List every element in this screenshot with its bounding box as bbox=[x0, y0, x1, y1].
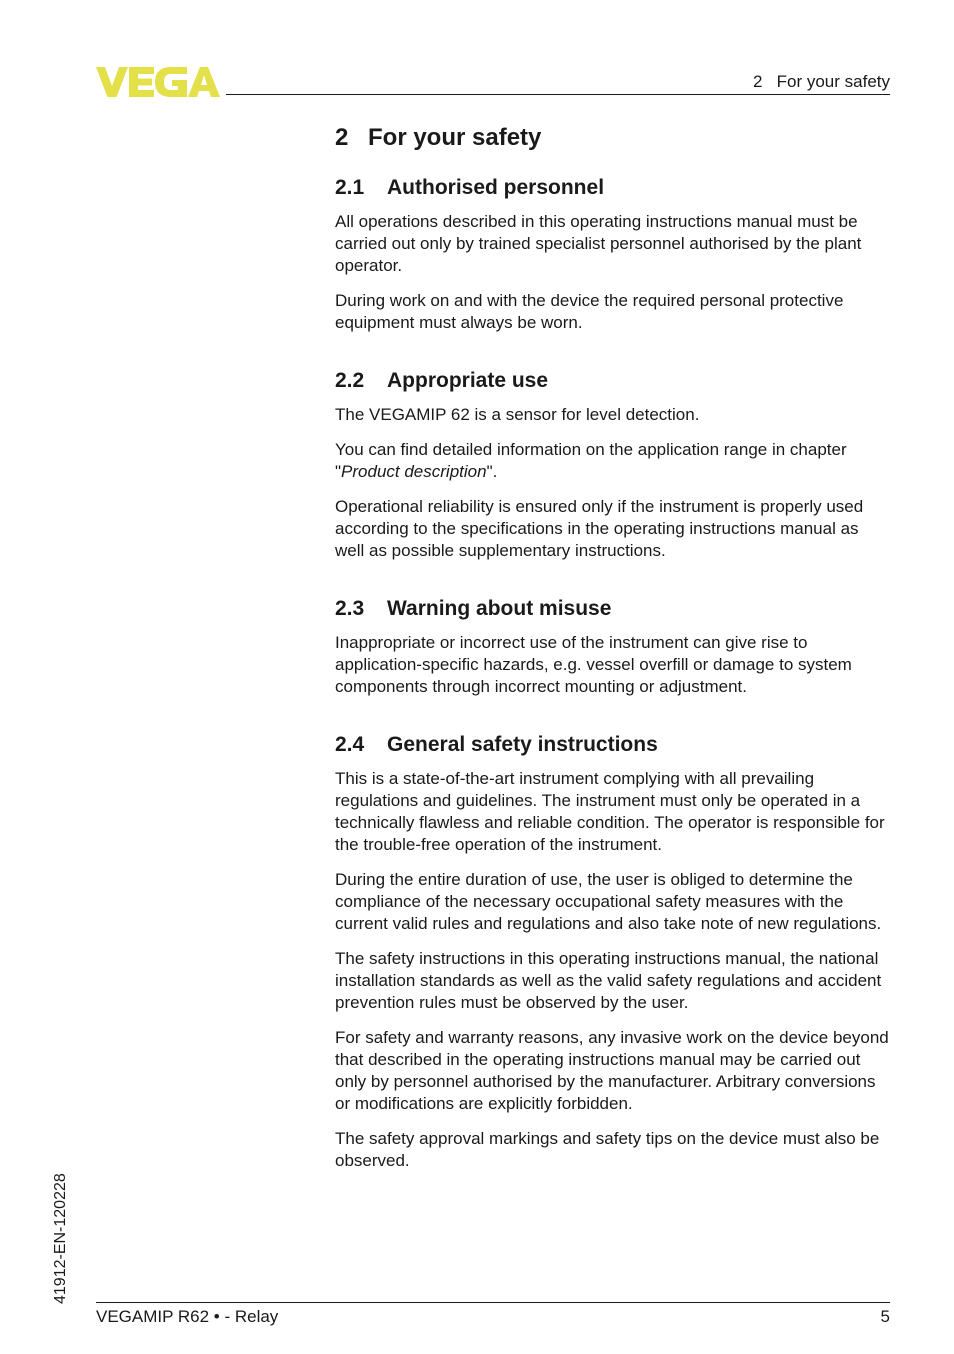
page-number: 5 bbox=[880, 1307, 890, 1326]
chapter-number: 2 bbox=[335, 124, 349, 151]
vega-logo bbox=[96, 66, 220, 98]
section-heading-2-3 bbox=[335, 595, 891, 623]
paragraph-text: You can find detailed information on the application range in chapter " bbox=[335, 440, 847, 481]
section-title: Warning about misuse bbox=[387, 597, 612, 620]
paragraph bbox=[335, 439, 891, 483]
section-number: 2.2 bbox=[335, 369, 365, 392]
section-title: General safety instructions bbox=[387, 733, 658, 756]
chapter-reference: Product description bbox=[341, 462, 487, 481]
document-code: 41912-EN-120228 bbox=[52, 1173, 69, 1304]
paragraph: Inappropriate or incorrect use of the instrument can give rise to application-specific hazards, e.g. vessel overfill or damage to system components through incorrect mounting or adjustment. bbox=[335, 633, 852, 696]
section-number: 2.1 bbox=[335, 176, 365, 199]
paragraph: All operations described in this operating instructions manual must be carried out only by trained specialist personnel authorised by the plant operator. bbox=[335, 212, 862, 275]
paragraph: During work on and with the device the required personal protective equipment must always be worn. bbox=[335, 291, 844, 332]
chapter-title: For your safety bbox=[368, 124, 542, 151]
paragraph: The safety instructions in this operating instructions manual, the national installation standards as well as the valid safety regulations and accident prevention rules must be observed by the user. bbox=[335, 949, 882, 1012]
paragraph: The safety approval markings and safety tips on the device must also be observed. bbox=[335, 1129, 880, 1170]
page-content bbox=[335, 122, 891, 1172]
footer-rule bbox=[96, 1302, 890, 1303]
header-rule bbox=[226, 94, 890, 95]
section-title: Appropriate use bbox=[387, 369, 549, 392]
chapter-heading bbox=[335, 122, 891, 154]
vega-logo-icon bbox=[96, 66, 220, 98]
section-heading-2-2 bbox=[335, 367, 891, 395]
paragraph: During the entire duration of use, the user is obliged to determine the compliance of the necessary occupational safety measures with the current valid rules and regulations and also take note of new regulations. bbox=[335, 870, 882, 933]
paragraph-text: ". bbox=[486, 462, 498, 481]
paragraph: For safety and warranty reasons, any invasive work on the device beyond that described in the operating instructions manual may be carried out only by personnel authorised by the manufacturer. Arbitrary conversions or modifications are explicitly forbidden. bbox=[335, 1028, 889, 1113]
paragraph: Operational reliability is ensured only if the instrument is properly used according to the specifications in the operating instructions manual as well as possible supplementary instructions. bbox=[335, 497, 864, 560]
section-title: Authorised personnel bbox=[387, 176, 605, 199]
section-number: 2.3 bbox=[335, 597, 365, 620]
paragraph: This is a state-of-the-art instrument complying with all prevailing regulations and guidelines. The instrument must only be operated in a technically flawless and reliable condition. The operator is responsible for the trouble-free operation of the instrument. bbox=[335, 769, 885, 854]
running-header: 2 For your safety bbox=[753, 72, 890, 91]
section-heading-2-1 bbox=[335, 174, 891, 202]
footer-product: VEGAMIP R62 • - Relay bbox=[96, 1307, 279, 1326]
section-number: 2.4 bbox=[335, 733, 365, 756]
paragraph: The VEGAMIP 62 is a sensor for level detection. bbox=[335, 405, 700, 424]
section-heading-2-4 bbox=[335, 731, 891, 759]
